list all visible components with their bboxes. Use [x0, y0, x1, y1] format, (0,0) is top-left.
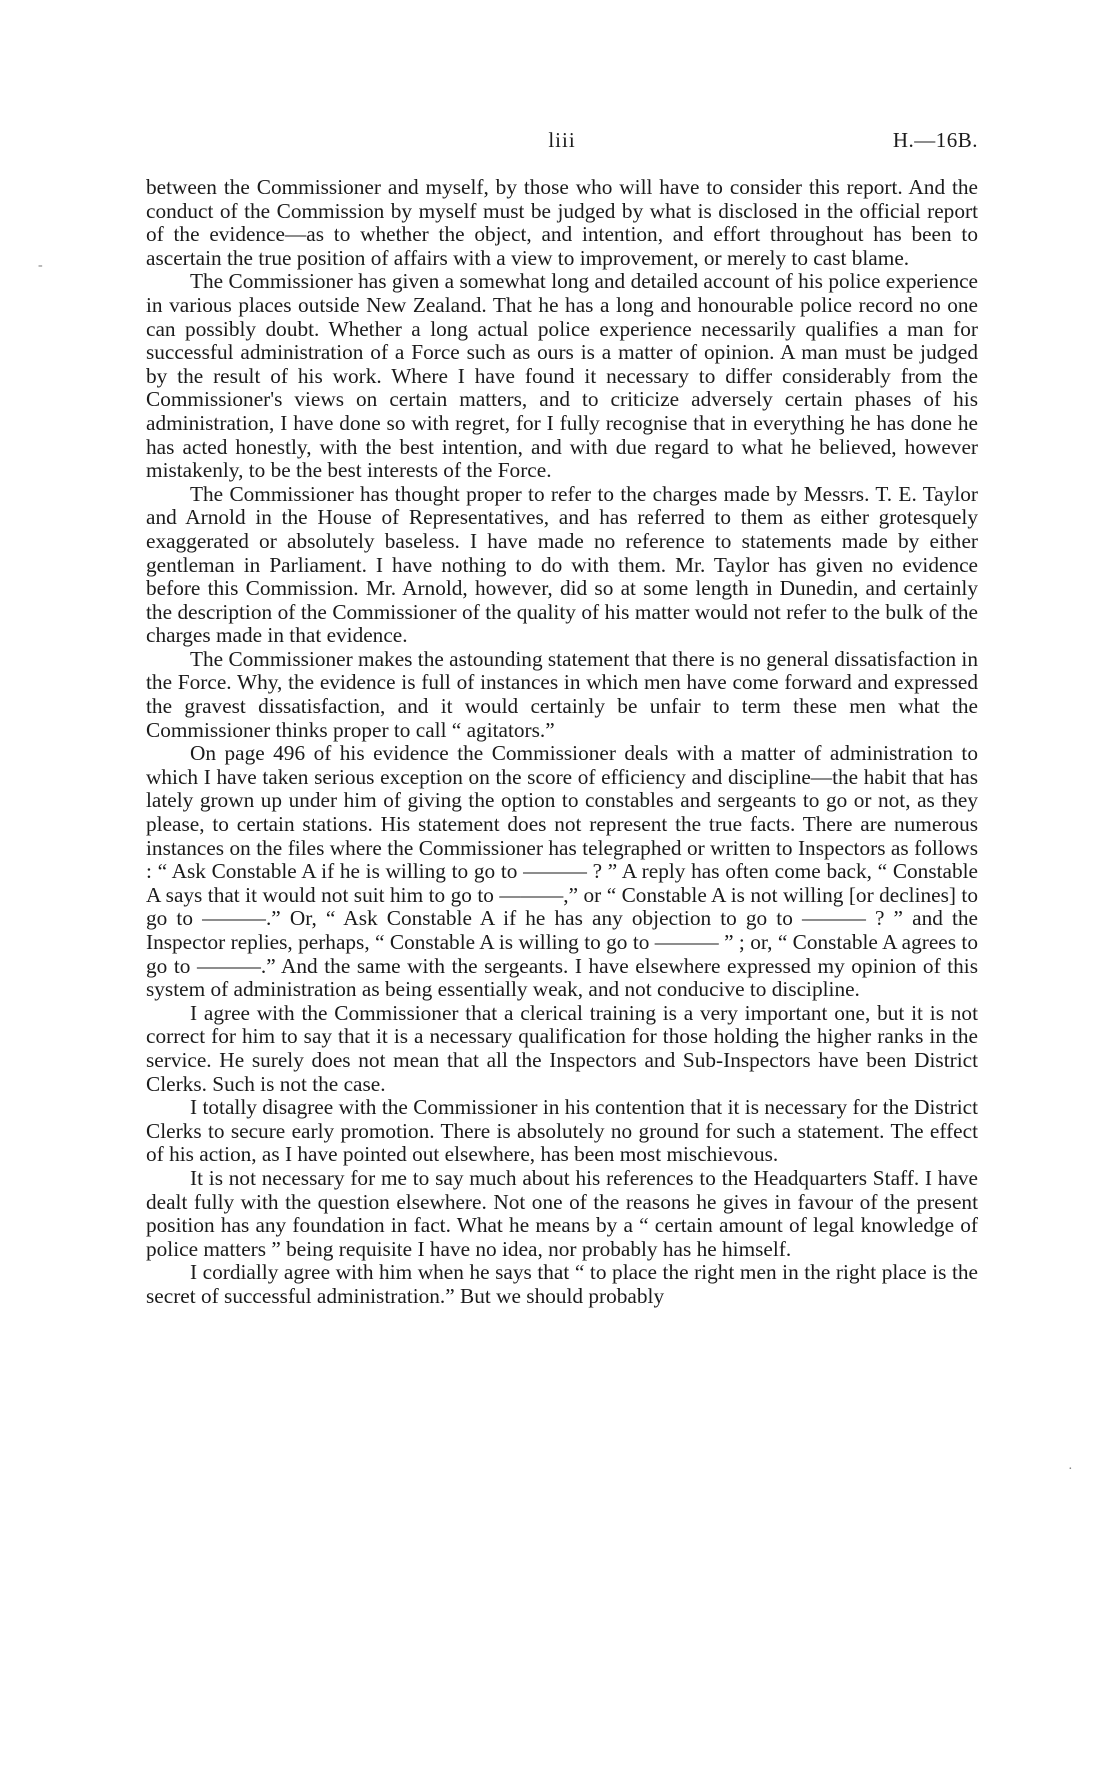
page-header	[146, 128, 978, 158]
paragraph-district-clerks: I totally disagree with the Commissioner in his contention that it is necessary for the District Clerks to secure early promotion. There is absolutely no ground for such a statement. The effect of his action, as I have pointed out elsewhere, has been most mischievous.	[146, 1095, 978, 1167]
paragraph-transfer-option: On page 496 of his evidence the Commissioner deals with a matter of administration to which I have taken serious exception on the score of efficiency and discipline—the habit that has lately grown up under him of giving the option to constables and sergeants to go or not, as they please, to certain stations. His statement does not represent the true facts. There are numerous instances on the files where the Commissioner has telegraphed or written to Inspectors as follows : “ Ask Constable A if he is willing to go to ——— ? ” A reply has often come back, “ Constable A says that it would not suit him to go to ———,” or “ Constable A is not willing [or declines] to go to ———.” Or, “ Ask Constable A if he has any objection to go to ——— ? ” and the Inspector replies, perhaps, “ Constable A is willing to go to ——— ” ; or, “ Constable A agrees to go to ———.” And the same with the sergeants. I have elsewhere expressed my opinion of this system of administration as being essentially weak, and not conducive to discipline.	[146, 741, 978, 1002]
body-text	[146, 176, 978, 1309]
margin-dash-mark: -	[38, 258, 43, 273]
paragraph-headquarters-staff: It is not necessary for me to say much about his references to the Headquarters Staff. I have dealt fully with the question elsewhere. Not one of the reasons he gives in favour of the present position has any foundation in fact. What he means by a “ certain amount of legal knowledge of police matters ” being requisite I have no idea, nor probably has he himself.	[146, 1165, 978, 1261]
paragraph-dissatisfaction: The Commissioner makes the astounding statement that there is no general dissatisfaction in the Force. Why, the evidence is full of instances in which men have come forward and expressed the gravest dissatisfaction, and it would certainly be unfair to term these men what the Commissioner thinks proper to call “ agitators.”	[146, 646, 978, 742]
document-reference: H.—16B.	[892, 128, 978, 152]
paragraph-clerical-training: I agree with the Commissioner that a clerical training is a very important one, but it is not correct for him to say that it is a necessary qualification for those holding the higher ranks in the service. He surely does not mean that all the Inspectors and Sub-Inspectors have been District Clerks. Such is not the case.	[146, 1000, 978, 1096]
margin-dot-mark: ·	[1068, 1462, 1073, 1477]
paragraph-right-men: I cordially agree with him when he says that “ to place the right men in the right place is the secret of successful administration.” But we should probably	[146, 1260, 978, 1308]
paragraph-charges: The Commissioner has thought proper to refer to the charges made by Messrs. T. E. Taylor and Arnold in the House of Representatives, and has referred to them as either grotesquely exaggerated or absolutely baseless. I have made no reference to statements made by either gentleman in Parliament. I have nothing to do with them. Mr. Taylor has given no evidence before this Commission. Mr. Arnold, however, did so at some length in Dunedin, and certainly the description of the Commissioner of the quality of his matter would not refer to the bulk of the charges made in that evidence.	[146, 481, 978, 648]
page-number: liii	[548, 128, 576, 152]
paragraph-police-experience: The Commissioner has given a somewhat long and detailed account of his police experience in various places outside New Zealand. That he has a long and honourable police record no one can possibly doubt. Whether a long actual police experience necessarily qualifies a man for successful administration of a Force such as ours is a matter of opinion. A man must be judged by the result of his work. Where I have found it necessary to differ considerably from the Commissioner's views on certain matters, and to criticize adversely certain phases of his administration, I have done so with regret, for I fully recognise that in everything he has done he has acted honestly, with the best intention, and with due regard to what he believed, however mistakenly, to be the best interests of the Force.	[146, 269, 978, 483]
paragraph-continuation: between the Commissioner and myself, by those who will have to consider this report. And the conduct of the Commission by myself must be judged by what is disclosed in the official report of the evidence—as to whether the object, and intention, and effort throughout has been to ascertain the true position of affairs with a view to improvement, or merely to cast blame.	[146, 175, 978, 270]
